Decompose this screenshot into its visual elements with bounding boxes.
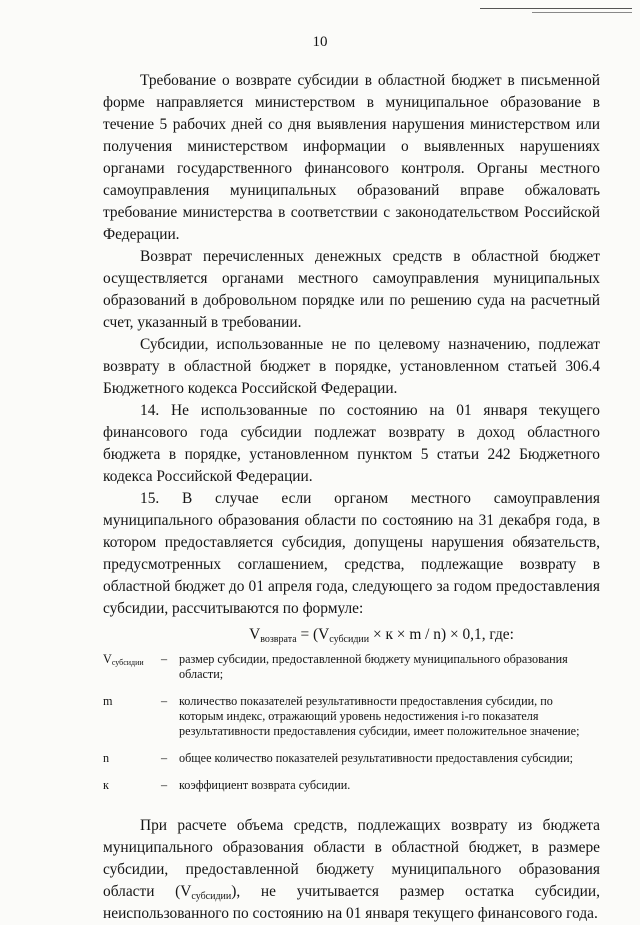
paragraph-clause-15: 15. В случае если органом местного самоуправления муниципального образования области по состоянию на 31 декабря года, в котором предоставляется субсидия, допущены нарушения обязательств, предусмотренных соглашением, средства, подлежащие возврату в областной бюджет до 01 апреля года, следующего за годом предоставления субсидии, рассчитываются по формуле: bbox=[103, 490, 600, 617]
definition-row bbox=[103, 652, 600, 694]
definition-symbol bbox=[103, 652, 155, 694]
definition-symbol bbox=[103, 751, 155, 778]
definition-dash: – bbox=[160, 751, 168, 765]
definition-dash: – bbox=[160, 694, 168, 708]
paragraph-closing bbox=[103, 815, 600, 925]
paragraph-return-procedure: Возврат перечисленных денежных средств в областной бюджет осуществляется органами местного самоуправления муниципальных образований в добровольном порядке или по решению суда на расчетный счет, указанный в требовании. bbox=[103, 248, 600, 331]
definition-dash: – bbox=[160, 778, 168, 792]
paragraph-clause-14: 14. Не использованные по состоянию на 01 января текущего финансового года субсидии подлежат возврату в доход областного бюджета в порядке, установленном пунктом 5 статьи 242 Бюджетного кодекса Российской Федерации. bbox=[103, 402, 600, 485]
definition-description: коэффициент возврата субсидии. bbox=[179, 778, 351, 792]
formula-equals: = (V bbox=[296, 626, 330, 643]
formula-lhs-subscript: возврата bbox=[260, 634, 297, 645]
definition-row bbox=[103, 694, 600, 751]
definition-dash: – bbox=[160, 652, 168, 666]
closing-part-1: При расчете объема средств, подлежащих возврату из бюджета муниципального образования области в областной бюджет, в размере субсидии, предоставленной бюджету муниципального образования области (V bbox=[103, 817, 600, 900]
definition-symbol-text: к bbox=[103, 778, 109, 792]
definition-symbol-text: V bbox=[103, 652, 112, 666]
definitions-list bbox=[103, 652, 600, 805]
formula-rhs-subscript: субсидии bbox=[329, 634, 370, 645]
paragraph-misused-subsidies: Субсидии, использованные не по целевому назначению, подлежат возврату в областной бюджет в порядке, установленном статьей 306.4 Бюджетного кодекса Российской Федерации. bbox=[103, 336, 600, 397]
formula-rest: × к × m / n) × 0,1, где: bbox=[369, 626, 514, 643]
definition-row bbox=[103, 778, 600, 805]
definition-symbol-subscript: субсидии bbox=[111, 658, 144, 667]
top-rule-line bbox=[480, 8, 632, 9]
definition-symbol-text: n bbox=[103, 751, 110, 765]
definition-description: размер субсидии, предоставленной бюджету муниципального образования области; bbox=[179, 652, 568, 681]
definition-row bbox=[103, 751, 600, 778]
top-rule-line-secondary bbox=[532, 12, 632, 13]
formula-lhs: V bbox=[249, 626, 261, 643]
paragraph-return-requirement: Требование о возврате субсидии в областной бюджет в письменной форме направляется министерством в муниципальное образование в течение 5 рабочих дней со дня выявления нарушения министерством или получения министерством информации о выявленных нарушениях органами государственного финансового контроля. Органы местного самоуправления муниципальных образований вправе обжаловать требование министерства в соответствии с законодательством Российской Федерации. bbox=[103, 72, 600, 243]
definition-description: общее количество показателей результативности предоставления субсидии; bbox=[179, 751, 574, 765]
closing-part-2: ), не учитывается размер остатка субсидии, неиспользованного по состоянию на 01 января текущего финансового года. bbox=[103, 883, 600, 922]
definition-description: количество показателей результативности предоставления субсидии, по которым индекс, отражающий уровень недостижения i-го показателя результативности предоставления субсидии, имеет положительное значение; bbox=[179, 694, 580, 738]
definition-symbol-text: m bbox=[103, 694, 113, 708]
document-body bbox=[103, 70, 600, 925]
definition-symbol bbox=[103, 778, 155, 805]
return-formula bbox=[103, 624, 600, 646]
definition-symbol bbox=[103, 694, 155, 751]
closing-subscript: субсидии bbox=[191, 891, 232, 902]
page-number: 10 bbox=[312, 34, 328, 50]
